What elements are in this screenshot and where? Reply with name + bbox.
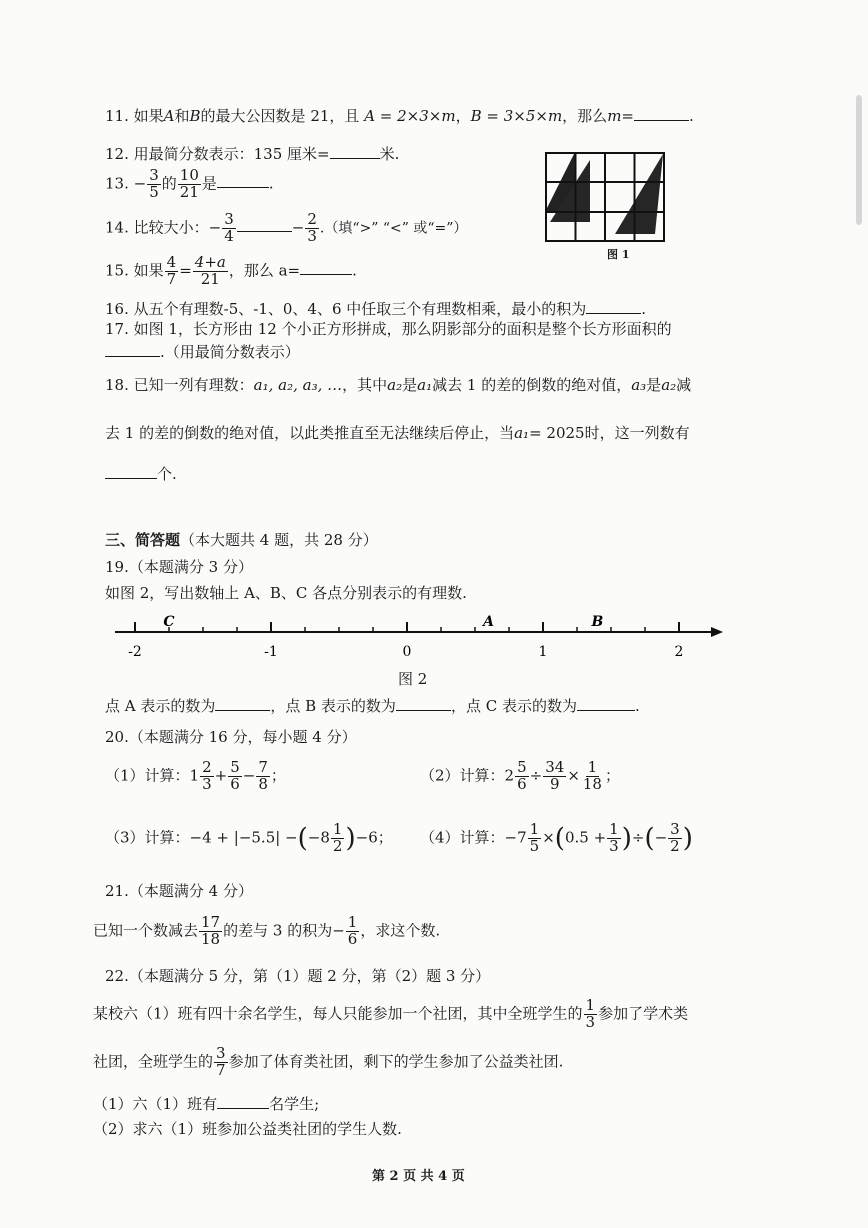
question-21: 21.（本题满分 4 分） [105, 882, 253, 900]
answer-blank [105, 355, 160, 357]
question-22-line1: 某校六（1）班有四十余名学生，每人只能参加一个社团，其中全班学生的 $\frac{1}{3}$ 参加了学术类 [93, 996, 689, 1031]
scrollbar[interactable] [856, 95, 862, 225]
fraction: $\frac{1}{6}$ [347, 913, 358, 948]
point-c-label: C [163, 614, 175, 630]
question-20-part-2: （2）计算：2 $\frac{5}{6}$ ÷ $\frac{34}{9}$ × $\frac{1}{18}$ ； [420, 758, 620, 793]
question-18-line2: 去 1 的差的倒数的绝对值，以此类推直至无法继续后停止，当a₁= 2025时，这一列数有 [105, 424, 690, 442]
fraction: $\frac{10}{21}$ [179, 166, 199, 201]
fraction: $\frac{1}{18}$ [582, 758, 602, 793]
answer-blank [634, 119, 689, 121]
page-footer: 第 2 页 共 4 页 [372, 1169, 465, 1184]
section-3-heading: 三、简答题（本大题共 4 题，共 28 分） [105, 531, 378, 549]
question-20: 20.（本题满分 16 分，每小题 4 分） [105, 728, 357, 746]
figure-1 [545, 152, 665, 261]
fraction: $\frac{17}{18}$ [201, 913, 221, 948]
answer-blank [105, 477, 157, 479]
fraction: $\frac{1}{5}$ [529, 820, 540, 855]
tick-label: 1 [538, 644, 548, 660]
fraction: $\frac{5}{6}$ [230, 758, 240, 793]
question-22-sub-1: （1）六（1）班有 名学生; [93, 1095, 320, 1113]
fraction: $\frac{2}{3}$ [202, 758, 212, 793]
point-b-label: B [591, 614, 604, 630]
answer-blank [217, 1107, 269, 1109]
tick-label: 0 [402, 644, 412, 660]
fraction: $\frac{4}{7}$ [166, 253, 177, 288]
answer-blank [217, 186, 269, 188]
question-19-text: 如图 2，写出数轴上 A、B、C 各点分别表示的有理数. [105, 584, 467, 602]
question-16: 16. 从五个有理数-5、-1、0、4、6 中任取三个有理数相乘，最小的积为 . [105, 300, 647, 318]
question-18: 18. 已知一列有理数：a₁, a₂, a₃, …，其中a₂是a₁减去 1 的差的倒数的绝对值，a₃是a₂减 [105, 376, 692, 394]
fraction: $\frac{34}{9}$ [545, 758, 565, 793]
question-20-part-3: （3）计算：−4 + |−5.5| −(−8 $\frac{1}{2}$ )−6； [105, 820, 393, 855]
fraction: $\frac{5}{6}$ [517, 758, 527, 793]
fraction: $\frac{3}{2}$ [670, 820, 680, 855]
question-11: 11. 如果A和B的最大公因数是 21，且 A = 2×3×m，B = 3×5×m，那么m= . [105, 107, 694, 125]
tick-label: -1 [264, 644, 278, 660]
answer-blank [237, 230, 292, 232]
answer-blank [586, 312, 641, 314]
number-line-arrow [711, 627, 723, 637]
answer-blank [396, 709, 451, 711]
question-13: 13. − $\frac{3}{5}$ 的 $\frac{10}{21}$ 是 . [105, 166, 274, 201]
tick-label: -2 [128, 644, 142, 660]
fraction: $\frac{4+a}{21}$ [194, 253, 226, 288]
figure-2-caption: 图 2 [398, 670, 428, 688]
fraction: $\frac{1}{3}$ [585, 996, 596, 1031]
fraction: $\frac{3}{4}$ [224, 210, 234, 245]
answer-blank [300, 273, 352, 275]
fraction: $\frac{3}{5}$ [149, 166, 159, 201]
answer-blank [577, 709, 635, 711]
question-19: 19.（本题满分 3 分） [105, 558, 253, 576]
question-19-answers: 点 A 表示的数为 ，点 B 表示的数为 ，点 C 表示的数为 . [105, 697, 640, 715]
tick-label: 2 [674, 644, 684, 660]
question-20-part-4: （4）计算：−7 $\frac{1}{5}$ ×(0.5 + $\frac{1}{3}$ )÷(− $\frac{3}{2}$ ) [420, 820, 693, 855]
question-21-text: 已知一个数减去 $\frac{17}{18}$ 的差与 3 的积为− $\frac{1}{6}$ ，求这个数. [93, 913, 441, 948]
question-18-line3: 个. [105, 463, 177, 484]
number-line [115, 612, 725, 662]
question-20-part-1: （1）计算：1 $\frac{2}{3}$ + $\frac{5}{6}$ − $\frac{7}{8}$ ； [105, 758, 286, 793]
question-12: 12. 用最简分数表示：135 厘米= 米. [105, 145, 400, 163]
rectangle-grid-figure [545, 152, 665, 242]
question-15: 15. 如果 $\frac{4}{7}$ = $\frac{4+a}{21}$ ，那么 a= . [105, 253, 357, 288]
question-22: 22.（本题满分 5 分，第（1）题 2 分，第（2）题 3 分） [105, 967, 491, 985]
answer-blank [330, 157, 380, 159]
fraction: $\frac{1}{3}$ [609, 820, 619, 855]
question-22-sub-2: （2）求六（1）班参加公益类社团的学生人数. [93, 1120, 402, 1138]
question-17-line2: .（用最简分数表示） [105, 341, 300, 362]
answer-blank [215, 709, 270, 711]
fraction: $\frac{7}{8}$ [258, 758, 268, 793]
figure-1-caption: 图 1 [607, 248, 630, 261]
fraction: $\frac{2}{3}$ [307, 210, 317, 245]
question-17: 17. 如图 1，长方形由 12 个小正方形拼成，那么阴影部分的面积是整个长方形面积的 [105, 320, 672, 338]
fraction: $\frac{1}{2}$ [332, 820, 343, 855]
question-14: 14. 比较大小：− $\frac{3}{4}$ − $\frac{2}{3}$ .（填“>” “<” 或“=”） [105, 210, 468, 245]
question-22-line2: 社团，全班学生的 $\frac{3}{7}$ 参加了体育类社团，剩下的学生参加了公益类社团. [93, 1044, 564, 1079]
fraction: $\frac{3}{7}$ [216, 1044, 226, 1079]
point-a-label: A [483, 614, 495, 630]
